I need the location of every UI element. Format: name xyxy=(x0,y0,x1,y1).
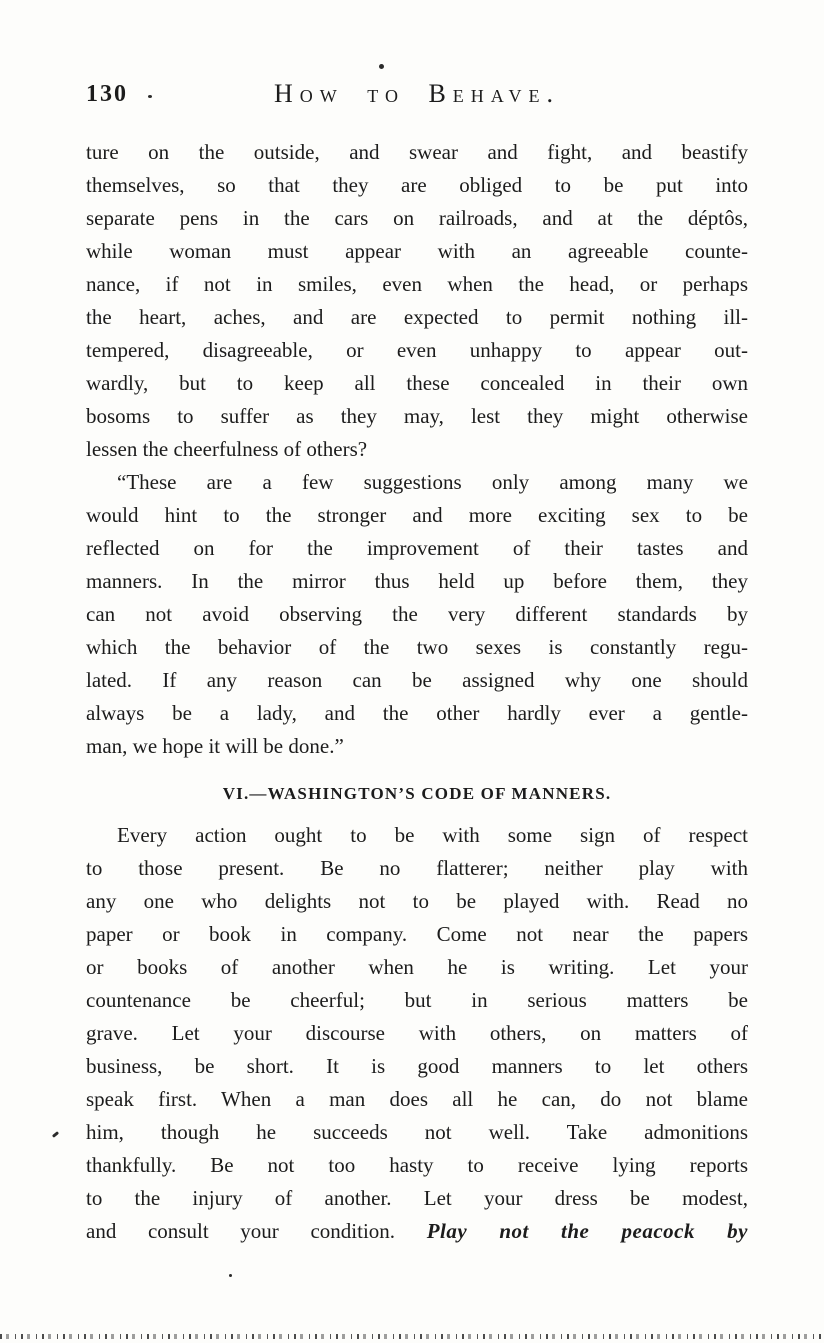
paragraph-washington-code-last-line xyxy=(86,1215,748,1248)
text-line: or books of another when he is writing. Let your xyxy=(86,955,748,979)
last-line-italic-text: Play not the peacock by xyxy=(426,1219,748,1243)
text-line: while woman must appear with an agreeable counte- xyxy=(86,239,748,263)
text-line: speak first. When a man does all he can, do not blame xyxy=(86,1087,748,1111)
text-line: to those present. Be no flatterer; neither play with xyxy=(86,856,748,880)
scan-noise-line xyxy=(0,1334,824,1339)
text-line: nance, if not in smiles, even when the head, or perhaps xyxy=(86,272,748,296)
ink-speck xyxy=(379,64,384,69)
text-line: countenance be cheerful; but in serious matters be xyxy=(86,988,748,1012)
text-line: manners. In the mirror thus held up before them, they xyxy=(86,569,748,593)
section-heading: VI.—WASHINGTON’S CODE OF MANNERS. xyxy=(222,784,612,803)
text-line: wardly, but to keep all these concealed in their own xyxy=(86,371,748,395)
text-line: lessen the cheerfulness of others? xyxy=(86,437,368,461)
running-title: How to Behave. xyxy=(274,79,560,108)
text-line: bosoms to suffer as they may, lest they might otherwise xyxy=(86,404,748,428)
text-line: thankfully. Be not too hasty to receive lying reports xyxy=(86,1153,748,1177)
ink-speck xyxy=(148,95,152,98)
text-line: grave. Let your discourse with others, on matters of xyxy=(86,1021,748,1045)
text-line: ture on the outside, and swear and fight, and beastify xyxy=(86,140,748,164)
text-line: any one who delights not to be played with. Read no xyxy=(86,889,748,913)
text-line: Every action ought to be with some sign of respect xyxy=(117,823,748,847)
ink-speck xyxy=(52,1131,59,1138)
ink-speck xyxy=(229,1274,232,1277)
paragraph-washington-code xyxy=(86,819,748,1215)
last-line-normal-text: and consult your condition. xyxy=(86,1219,396,1243)
text-line: tempered, disagreeable, or even unhappy to appear out- xyxy=(86,338,748,362)
text-line: always be a lady, and the other hardly ever a gentle- xyxy=(86,701,748,725)
text-line: paper or book in company. Come not near the papers xyxy=(86,922,748,946)
paragraph-quotation xyxy=(86,466,748,763)
page-header xyxy=(86,78,748,110)
paragraph-continuation xyxy=(86,136,748,466)
text-line: him, though he succeeds not well. Take admonitions xyxy=(86,1120,748,1144)
text-line: “These are a few suggestions only among many we xyxy=(117,470,748,494)
page-number: 130 xyxy=(86,81,128,107)
text-line: lated. If any reason can be assigned why one should xyxy=(86,668,748,692)
text-line: business, be short. It is good manners to let others xyxy=(86,1054,748,1078)
text-line: man, we hope it will be done.” xyxy=(86,734,344,758)
text-line: the heart, aches, and are expected to permit nothing ill- xyxy=(86,305,748,329)
text-line: to the injury of another. Let your dress be modest, xyxy=(86,1186,748,1210)
text-line: reflected on for the improvement of their tastes and xyxy=(86,536,748,560)
text-block xyxy=(86,136,748,1248)
text-line: can not avoid observing the very different standards by xyxy=(86,602,748,626)
text-line: would hint to the stronger and more exciting sex to be xyxy=(86,503,748,527)
text-line: themselves, so that they are obliged to be put into xyxy=(86,173,748,197)
text-line: separate pens in the cars on railroads, and at the déptôs, xyxy=(86,206,748,230)
text-line: which the behavior of the two sexes is constantly regu- xyxy=(86,635,748,659)
